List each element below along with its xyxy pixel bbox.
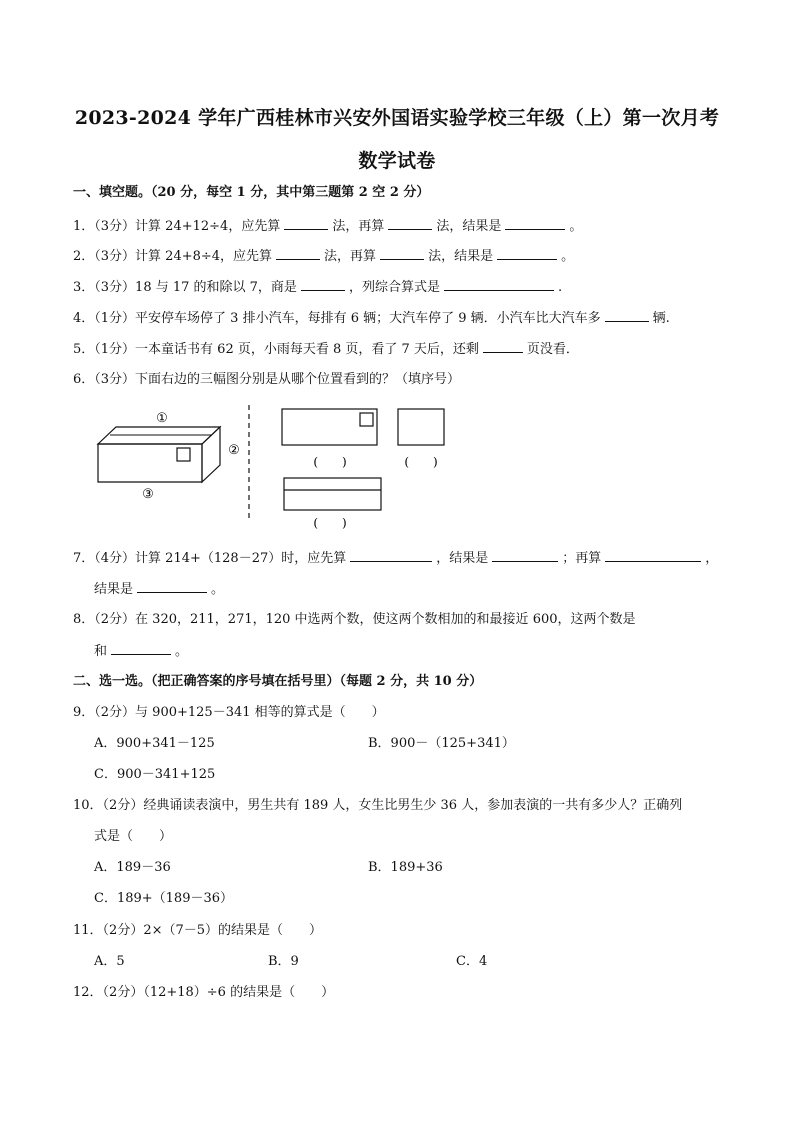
q4-text-b: 辆. [652,311,670,326]
question-7-cont [94,580,224,599]
section-1-heading: 一、填空题。（20 分，每空 1 分，其中第三题第 2 空 2 分） [73,185,430,200]
q6-figure [90,400,490,535]
exam-title: 2023-2024 学年广西桂林市兴安外国语实验学校三年级（上）第一次月考 [74,107,720,129]
q4-text-a: 4．（1分）平安停车场停了 3 排小汽车，每排有 6 辆；大汽车停了 9 辆．小汽车比大汽车多 [73,311,601,326]
view-a-answer[interactable]: ( ) [313,455,347,469]
q3-text-c: . [557,280,563,295]
section-2-heading: 二、选一选。（把正确答案的序号填在括号里）（每题 2 分，共 10 分） [73,674,483,689]
question-4 [73,309,670,328]
q7-blank-1[interactable] [350,549,432,562]
q1-text-b: 法，再算 [332,219,385,234]
box-window-square [177,448,190,461]
q2-blank-3[interactable] [497,247,557,260]
question-9: 9．（2分）与 900+125－341 相等的算式是（ ） [73,705,385,720]
view-label-1: ① [156,411,168,426]
question-3 [73,278,562,297]
q11-option-c[interactable]: C．4 [456,954,488,969]
view-b-square [398,409,444,445]
box-front-face [98,444,202,482]
box-3d [98,427,220,482]
q1-blank-3[interactable] [505,217,565,230]
question-11: 11．（2分）2×（7－5）的结果是（ ） [73,923,323,938]
q8-blank-2[interactable] [111,642,171,655]
q11-option-a[interactable]: A．5 [94,954,125,969]
question-2 [73,247,574,266]
q2-blank-2[interactable] [380,247,424,260]
q7-blank-3[interactable] [605,549,701,562]
q7-text-e: 结果是 [94,582,134,597]
view-b-answer[interactable]: ( ) [404,455,438,469]
view-a-rect [282,409,377,445]
q5-text-b: 页没看． [526,342,579,357]
q5-blank-1[interactable] [483,340,523,353]
q10-option-c[interactable]: C．189+（189－36） [94,891,234,906]
question-5 [73,340,579,359]
view-c-answer[interactable]: ( ) [313,516,347,530]
question-10-cont: 式是（ ） [94,829,173,844]
q3-text-a: 3．（3分）18 与 17 的和除以 7，商是 [73,280,297,295]
q1-blank-2[interactable] [388,217,432,230]
q1-text-a: 1．（3分）计算 24+12÷4，应先算 [73,219,281,234]
question-12: 12．（2分）（12+18）÷6 的结果是（ ） [73,985,335,1000]
q2-blank-1[interactable] [276,247,320,260]
q7-text-b: ，结果是 [436,551,489,566]
q3-blank-2[interactable] [444,278,554,291]
view-a-square [360,413,373,426]
q7-text-f: 。 [211,582,225,597]
view-c-rect [284,478,381,510]
q9-option-b[interactable]: B．900－（125+341） [368,736,515,751]
q1-text-d: 。 [569,219,583,234]
q3-blank-1[interactable] [301,278,345,291]
view-label-3: ③ [142,487,154,502]
q5-text-a: 5．（1分）一本童话书有 62 页，小雨每天看 8 页，看了 7 天后，还剩 [73,342,479,357]
q2-text-d: 。 [561,249,575,264]
question-10: 10．（2分）经典诵读表演中，男生共有 189 人，女生比男生少 36 人，参加表演的一共有多少人？正确列 [73,798,683,813]
view-label-2: ② [228,443,240,458]
q3-text-b: ，列综合算式是 [348,280,440,295]
q4-blank-1[interactable] [605,309,649,322]
q8-text-b: 和 [94,644,108,659]
q10-option-a[interactable]: A．189－36 [94,860,171,875]
q2-text-b: 法，再算 [324,249,377,264]
question-8: 8．（2分）在 320，211，271，120 中选两个数，使这两个数相加的和最接近 600，这两个数是 [73,612,636,627]
q1-blank-1[interactable] [284,217,328,230]
q7-text-c: ；再算 [562,551,602,566]
q7-blank-4[interactable] [137,580,207,593]
question-7 [73,549,718,568]
q8-text-c: 。 [175,644,189,659]
exam-subtitle: 数学试卷 [358,150,436,172]
question-1 [73,217,582,236]
q7-blank-2[interactable] [492,549,558,562]
q2-text-a: 2．（3分）计算 24+8÷4，应先算 [73,249,273,264]
q7-text-d: ， [705,551,719,566]
question-8-cont [94,642,188,661]
question-6: 6．（3分）下面右边的三幅图分别是从哪个位置看到的？（填序号） [73,372,461,387]
q9-option-a[interactable]: A．900+341－125 [94,736,215,751]
q2-text-c: 法，结果是 [428,249,494,264]
q10-option-b[interactable]: B．189+36 [368,860,443,875]
q11-option-b[interactable]: B．9 [268,954,299,969]
q1-text-c: 法，结果是 [436,219,502,234]
q9-option-c[interactable]: C．900－341+125 [94,767,216,782]
q7-text-a: 7．（4分）计算 214+（128－27）时，应先算 [73,551,347,566]
